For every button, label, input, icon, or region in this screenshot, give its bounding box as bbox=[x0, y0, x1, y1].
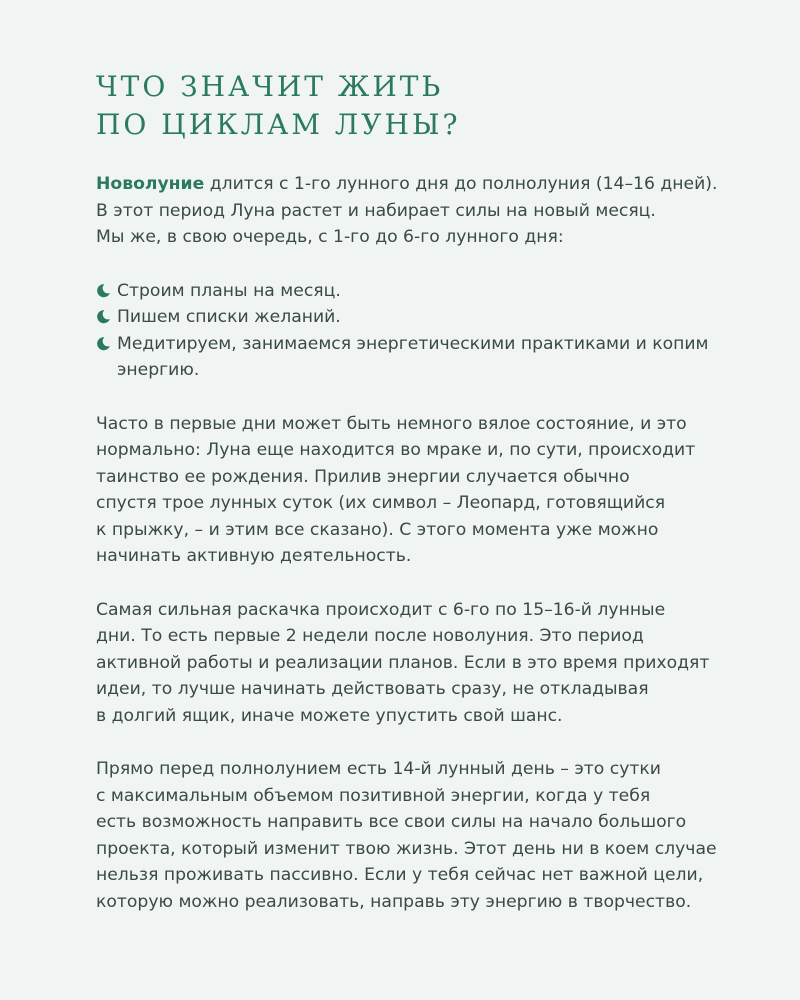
page-title bbox=[96, 68, 461, 144]
paragraph bbox=[96, 597, 756, 730]
lead-term: Новолуние bbox=[96, 174, 205, 194]
text-line: дни. То есть первые 2 недели после новолуния. Это период bbox=[96, 626, 644, 646]
text-line: идеи, то лучше начинать действовать сразу, не откладывая bbox=[96, 679, 649, 699]
title-line: ЧТО ЗНАЧИТ ЖИТЬ bbox=[96, 70, 444, 103]
list-item-text: энергию. bbox=[117, 360, 200, 380]
text-line: таинство ее рождения. Прилив энергии случается обычно bbox=[96, 466, 630, 487]
text-line: Часто в первые дни может быть немного вялое состояние, и это bbox=[96, 413, 687, 434]
title-line: ПО ЦИКЛАМ ЛУНЫ? bbox=[96, 108, 461, 141]
text-line: к прыжку, – и этим все сказано). С этого момента уже можно bbox=[96, 519, 659, 540]
activity-list bbox=[96, 278, 756, 384]
text-line: проекта, который изменит твою жизнь. Этот день ни в коем случае bbox=[96, 838, 717, 859]
text-line: Прямо перед полнолунием есть 14-й лунный день – это сутки bbox=[96, 759, 661, 779]
text-fragment: длится с 1-го лунного дня до полнолуния (14–16 дней). bbox=[204, 174, 718, 194]
text-line: спустя трое лунных суток (их символ – Леопард, готовящийся bbox=[96, 493, 666, 513]
text-line: активной работы и реализации планов. Если в это время приходят bbox=[96, 652, 710, 673]
paragraph bbox=[96, 756, 756, 915]
text-line: есть возможность направить все свои силы на начало большого bbox=[96, 812, 687, 832]
list-item-text: Медитируем, занимаемся энергетическими практиками и копим bbox=[117, 333, 709, 354]
text-line: начинать активную деятельность. bbox=[96, 546, 412, 566]
text-line: в долгий ящик, иначе можете упустить свой шанс. bbox=[96, 705, 563, 726]
paragraph bbox=[96, 411, 756, 570]
article-body bbox=[96, 171, 756, 942]
crescent-moon-icon bbox=[96, 309, 111, 324]
list-item-text: Пишем списки желаний. bbox=[117, 307, 341, 327]
list-item bbox=[96, 278, 756, 305]
text-line: Мы же, в свою очередь, с 1-го до 6-го лунного дня: bbox=[96, 227, 564, 247]
list-item-text: Строим планы на месяц. bbox=[117, 280, 341, 301]
text-line: В этот период Луна растет и набирает силы на новый месяц. bbox=[96, 200, 656, 221]
text-line: которую можно реализовать, направь эту энергию в творчество. bbox=[96, 891, 692, 912]
text-line: нельзя проживать пассивно. Если у тебя сейчас нет важной цели, bbox=[96, 865, 704, 885]
crescent-moon-icon bbox=[96, 283, 111, 298]
list-item bbox=[96, 331, 756, 384]
crescent-moon-icon bbox=[96, 336, 111, 351]
text-line: Самая сильная раскачка происходит с 6-го по 15–16-й лунные bbox=[96, 599, 666, 620]
intro-paragraph bbox=[96, 171, 756, 251]
text-line: с максимальным объемом позитивной энергии, когда у тебя bbox=[96, 785, 651, 806]
text-line: нормально: Луна еще находится во мраке и, по сути, происходит bbox=[96, 440, 696, 460]
list-item bbox=[96, 304, 756, 331]
text-line bbox=[96, 171, 756, 198]
